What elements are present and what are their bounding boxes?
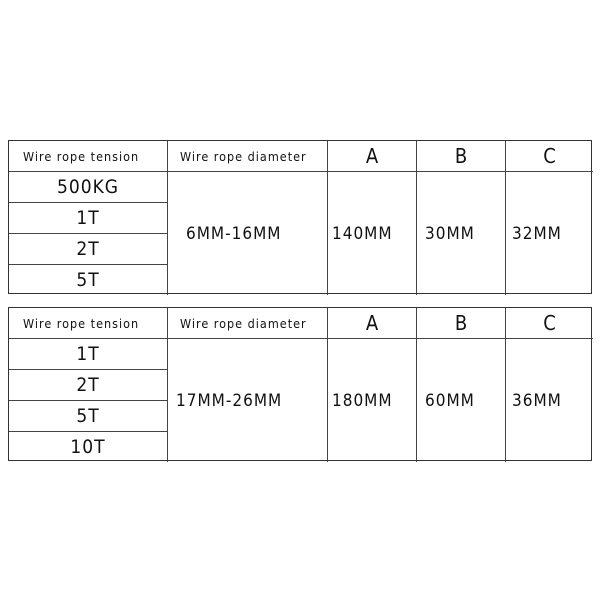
spec-table-2 (8, 307, 592, 461)
dimension-c: 32MM (512, 223, 562, 244)
dimension-b: 60MM (417, 339, 506, 462)
header-b: B (417, 141, 506, 172)
dimension-c: 36MM (512, 390, 562, 411)
header-b: B (417, 308, 506, 339)
diameter-range: 6MM-16MM (168, 172, 328, 295)
dimension-b: 30MM (417, 172, 506, 295)
tension-cell: 5T (9, 265, 168, 295)
header-c: C (506, 308, 593, 339)
tension-cell: 5T (9, 401, 168, 432)
tension-cell: 1T (9, 339, 168, 370)
header-a: A (328, 141, 417, 172)
diameter-range: 17MM-26MM (168, 339, 328, 462)
header-wire-rope-tension: Wire rope tension (9, 308, 168, 339)
spec-table-1 (8, 140, 592, 294)
tension-cell: 2T (9, 370, 168, 401)
header-wire-rope-tension: Wire rope tension (9, 141, 168, 172)
dimension-a: 180MM (328, 339, 417, 462)
tension-cell: 1T (9, 203, 168, 234)
tension-cell: 2T (9, 234, 168, 265)
dimension-a: 140MM (328, 172, 417, 295)
header-wire-rope-diameter: Wire rope diameter (168, 308, 328, 339)
tension-cell: 500KG (9, 172, 168, 203)
header-a: A (328, 308, 417, 339)
header-c: C (506, 141, 593, 172)
header-wire-rope-diameter: Wire rope diameter (168, 141, 328, 172)
tension-cell: 10T (9, 432, 168, 462)
